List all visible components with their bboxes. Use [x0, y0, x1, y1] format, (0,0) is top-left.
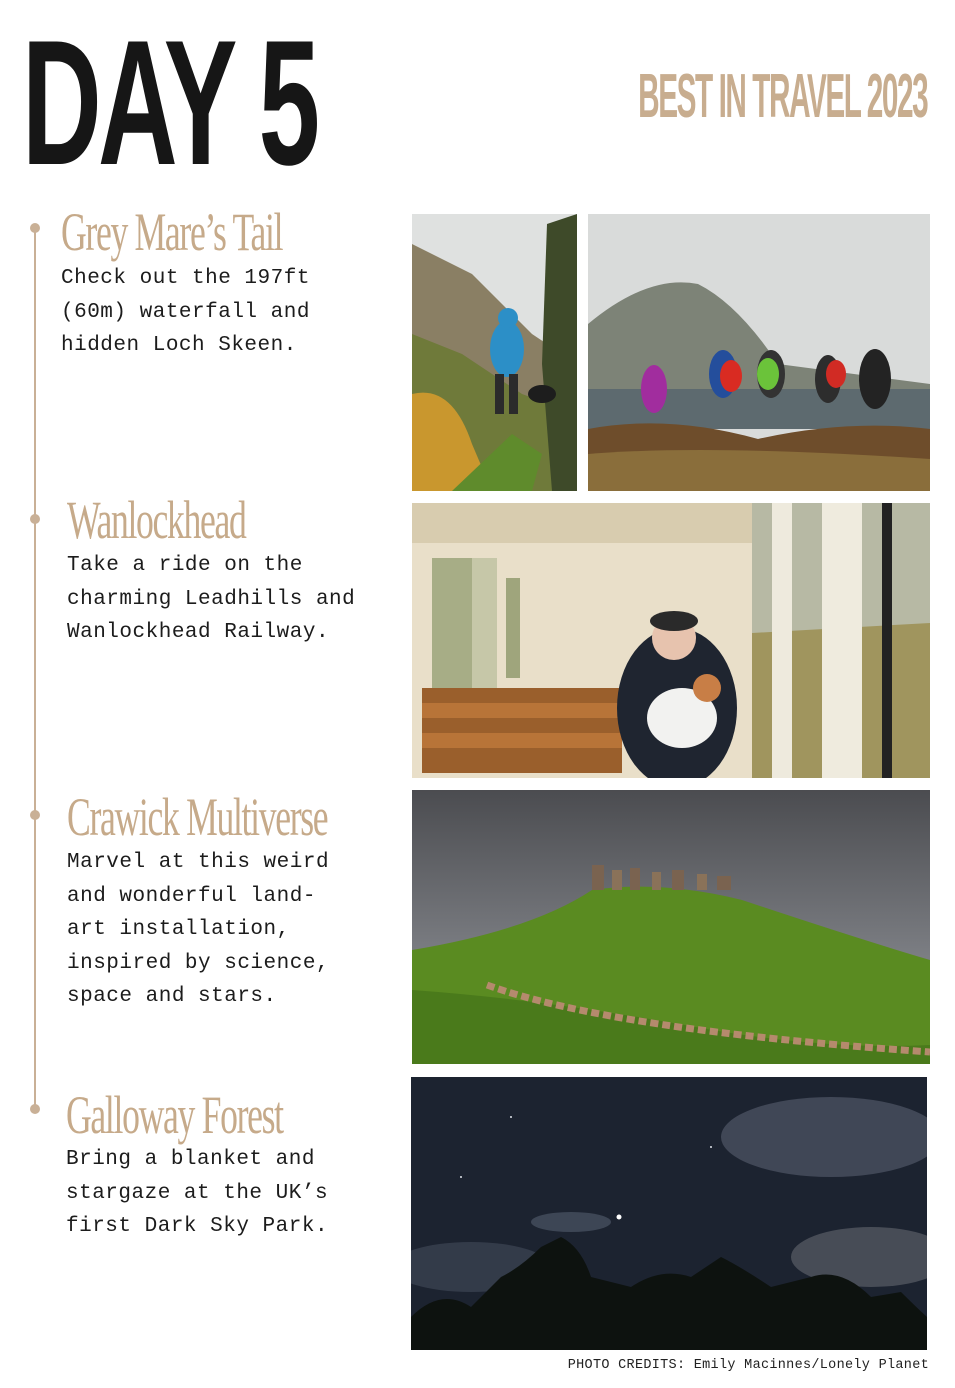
timeline-dot [30, 223, 40, 233]
grassy-mound-stone-circle-photo [412, 790, 930, 1064]
timeline-dot [30, 810, 40, 820]
night-sky-over-trees-photo [411, 1077, 927, 1350]
stop-description: Bring a blanket and stargaze at the UK’s first Dark Sky Park. [66, 1148, 329, 1238]
man-with-dog-on-train-photo [412, 503, 930, 778]
photo-credits: PHOTO CREDITS: Emily Macinnes/Lonely Planet [567, 1358, 929, 1373]
day-title: DAY 5 [22, 3, 317, 202]
timeline-dot [30, 514, 40, 524]
hiker-with-dog-on-trail-photo [412, 214, 577, 491]
stop-title: Wanlockhead [67, 490, 246, 550]
stop-description: Marvel at this weird and wonderful land- art installation, inspired by science, space and stars. [67, 851, 330, 1008]
series-title: BEST IN TRAVEL 2023 [637, 62, 927, 131]
timeline-line [34, 228, 36, 1112]
stop-title: Galloway Forest [66, 1085, 283, 1145]
stop-title: Crawick Multiverse [67, 787, 328, 847]
timeline-dot [30, 1104, 40, 1114]
stop-description: Take a ride on the charming Leadhills and Wanlockhead Railway. [67, 554, 356, 644]
stop-title: Grey Mare’s Tail [61, 202, 283, 262]
hikers-by-loch-photo [588, 214, 930, 491]
stop-description: Check out the 197ft (60m) waterfall and hidden Loch Skeen. [61, 267, 310, 357]
